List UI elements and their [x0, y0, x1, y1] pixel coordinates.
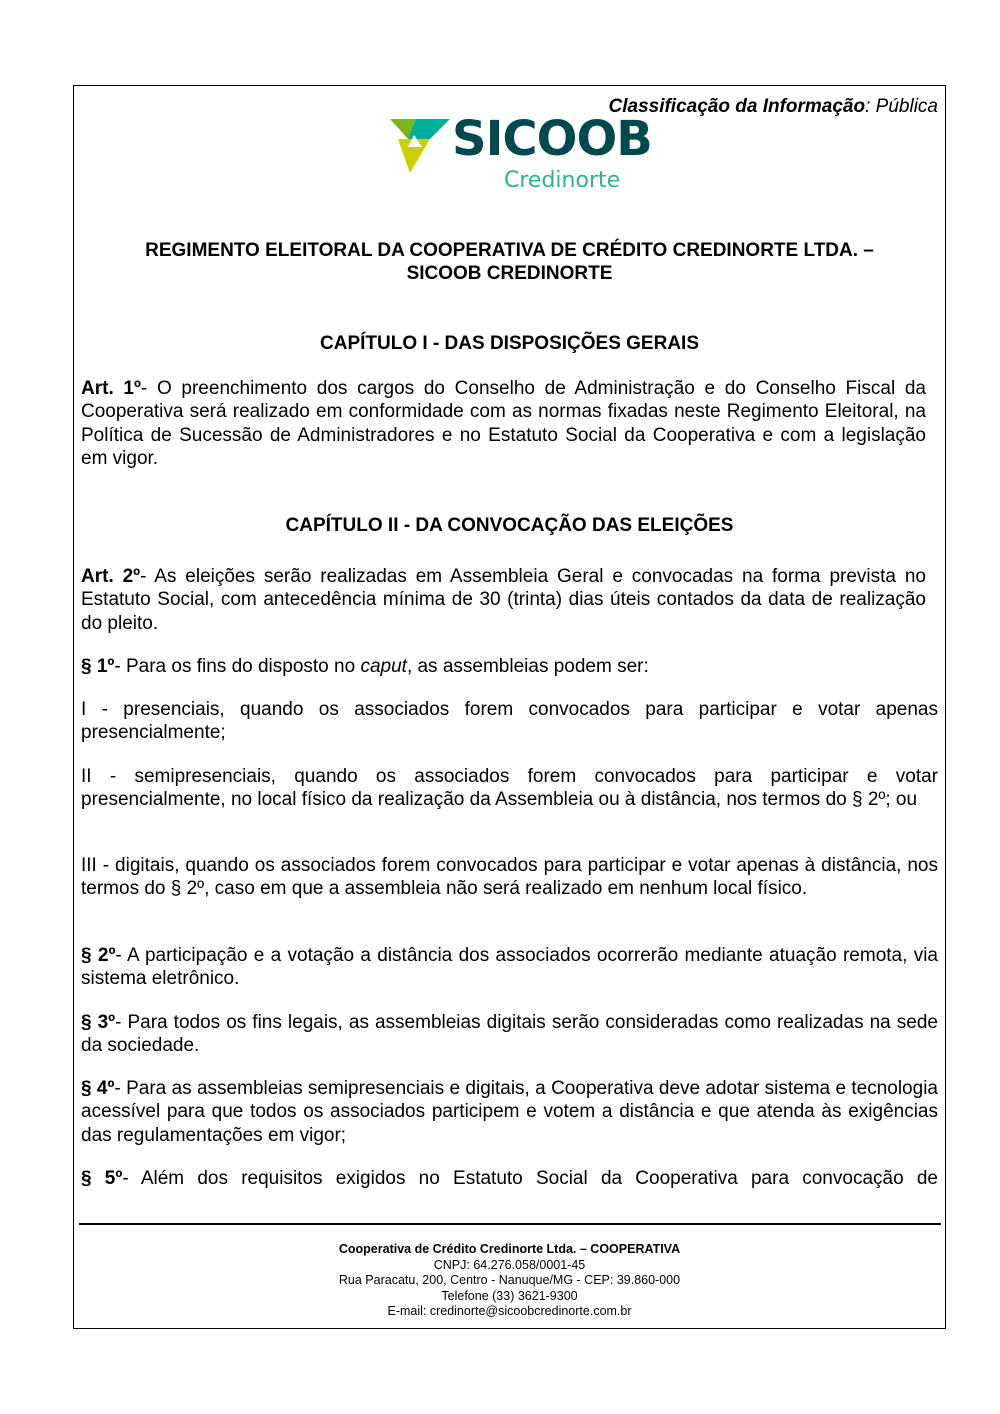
chapter-heading: CAPÍTULO I - DAS DISPOSIÇÕES GERAIS [320, 333, 699, 354]
classification-label: Classificação da Informação [608, 96, 866, 117]
paragraph-label: § 3º [81, 1012, 116, 1033]
document-title [81, 239, 938, 285]
sicoob-logo [390, 111, 652, 197]
footer-address: Rua Paracatu, 200, Centro - Nanuque/MG - CEP: 39.860-000 [338, 1273, 681, 1287]
article-1 [81, 377, 926, 470]
paragraph-text: - Para os fins do disposto no [114, 656, 361, 677]
paragraph-text: - Para as assembleias semipresenciais e digitais, a Cooperativa deve adotar sistema e tecnologia acessível para que todos os associados participem e votem a distância e que atenda às exigências das regulamentações em vigor; [81, 1078, 938, 1146]
footer-company: Cooperativa de Crédito Credinorte Ltda. – COOPERATIVA [338, 1242, 681, 1256]
paragraph-text: - Para todos os fins legais, as assembleias digitais serão consideradas como realizadas na sede da sociedade. [81, 1012, 938, 1057]
article-text: - As eleições serão realizadas em Assembleia Geral e convocadas na forma prevista no Estatuto Social, com antecedência mínima de 30 (trinta) dias úteis contados da data de realização do pleito. [81, 566, 926, 634]
paragraph-5 [81, 1167, 938, 1190]
footer-phone: Telefone (33) 3621-9300 [441, 1288, 578, 1303]
classification-sep: : [865, 96, 876, 117]
footer-cnpj: CNPJ: 64.276.058/0001-45 [433, 1257, 586, 1272]
footer-email: E-mail: credinorte@sicoobcredinorte.com.br [387, 1304, 632, 1318]
logo-text: SICOOB [452, 111, 652, 167]
paragraph-label: § 5º [81, 1168, 123, 1189]
classification-value: Pública [875, 96, 938, 117]
paragraph-3 [81, 1011, 938, 1058]
paragraph-label: § 2º [81, 945, 116, 966]
logo-subtext: Credinorte [504, 168, 621, 193]
paragraph-text: , as assembleias podem ser: [406, 656, 649, 677]
footer-divider [79, 1223, 941, 1225]
logo-mark-icon [390, 117, 452, 175]
item-i: I - presenciais, quando os associados forem convocados para participar e votar apenas presencialmente; [81, 699, 938, 744]
paragraph-text: - Além dos requisitos exigidos no Estatuto Social da Cooperativa para convocação de [122, 1168, 939, 1189]
paragraph-2 [81, 944, 938, 991]
footer [81, 1242, 938, 1320]
chapter-heading: CAPÍTULO II - DA CONVOCAÇÃO DAS ELEIÇÕES [285, 515, 734, 536]
paragraph-label: § 4º [81, 1078, 115, 1099]
article-label: Art. 2º [81, 566, 141, 587]
paragraph-text: - A participação e a votação a distância dos associados ocorrerão mediante atuação remota, via sistema eletrônico. [81, 945, 938, 990]
article-label: Art. 1º [81, 378, 141, 399]
item-ii: II - semipresenciais, quando os associados forem convocados para participar e votar presencialmente, no local físico da realização da Assembleia ou à distância, nos termos do § 2º; ou [81, 766, 938, 811]
article-text: - O preenchimento dos cargos do Conselho de Administração e do Conselho Fiscal da Cooperativa será realizado em conformidade com as normas fixadas neste Regimento Eleitoral, na Política de Sucessão de Administradores e no Estatuto Social da Cooperativa e com a legislação em vigor. [81, 378, 926, 469]
title-line-1: REGIMENTO ELEITORAL DA COOPERATIVA DE CRÉDITO CREDINORTE LTDA. – [145, 240, 874, 261]
article-2 [81, 565, 926, 635]
paragraph-4 [81, 1077, 938, 1147]
paragraph-italic: caput [360, 656, 407, 677]
paragraph-label: § 1º [81, 656, 115, 677]
title-line-2: SICOOB CREDINORTE [406, 263, 613, 284]
paragraph-1 [81, 655, 938, 678]
item-iii: III - digitais, quando os associados forem convocados para participar e votar apenas à distância, nos termos do § 2º, caso em que a assembleia não será realizado em nenhum local físico. [81, 855, 938, 900]
